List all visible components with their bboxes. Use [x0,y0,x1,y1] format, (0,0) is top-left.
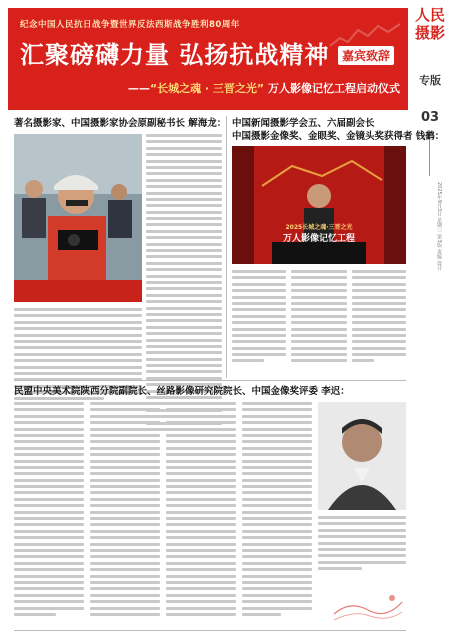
stage-screen-line2: 万人影像记忆工程 [282,234,355,244]
article-3-portrait-photo [318,402,406,510]
people-photography-logo: 人民 摄影 [414,6,445,42]
article-2-title-line2: 中国摄影金像奖、金眼奖、金镜头奖获得者 钱鹤： [232,131,445,142]
article-3-title: 民盟中央美术院陕西分院副院长、丝路影像研究院院长、中国金像奖评委 李迟： [14,386,350,397]
guest-speech-badge: 嘉宾致辞 [338,46,394,65]
article-3-body-a [14,402,84,619]
article-2-body-c [352,270,406,366]
masthead-column [412,0,450,640]
bottom-rule [14,630,406,631]
banner-subtitle: ——“长城之魂 · 三晋之光” 万人影像记忆工程启动仪式 [127,82,400,95]
article-3-body-c [166,402,236,619]
stage-screen-line1: 2025长城之魂·三晋之光 [285,224,353,231]
decorative-scroll-icon [330,590,405,624]
article-3-body-d [242,402,312,619]
article-3-body-e [318,516,406,574]
page-number: 03 [420,110,440,125]
banner-kicker: 纪念中国人民抗日战争暨世界反法西斯战争胜利80周年 [20,20,240,30]
section-divider [14,380,406,381]
issue-date: 2025年9月3日 星期三 第3版 责编 设计 [436,182,442,271]
header-banner [8,8,408,110]
article-2-photo [232,146,406,264]
article-1-title: 著名摄影家、中国摄影家协会原副秘书长 解海龙： [14,118,227,129]
column-divider [226,116,227,378]
article-2-body-b [291,270,347,366]
article-3-body-b [90,402,160,619]
article-1-photo [14,134,142,302]
section-label: 专版 [419,74,441,87]
banner-headline: 汇聚磅礴力量 弘扬抗战精神 [20,41,330,69]
article-2-title-line1: 中国新闻摄影学会五、六届副会长 [232,118,375,129]
article-2-body-a [232,270,286,366]
